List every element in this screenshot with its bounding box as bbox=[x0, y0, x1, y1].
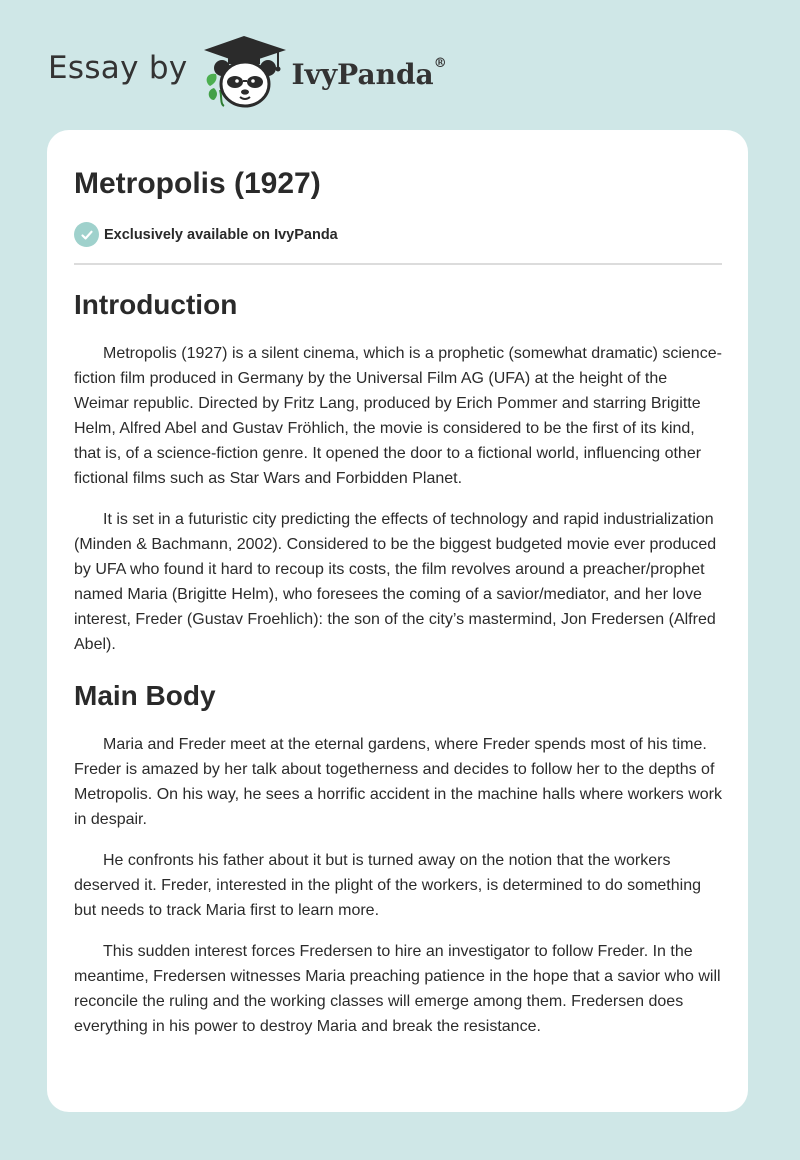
paragraph: This sudden interest forces Fredersen to hire an investigator to follow Freder. In the meantime, Fredersen witnesses Maria preaching patience in the hope that a savior who will reconcile the ruling and the working classes will emerge among them. Fredersen does everything in his power to destroy Maria and break the resistance. bbox=[74, 943, 721, 1035]
essay-by-label: Essay by bbox=[48, 50, 188, 86]
page-title: Metropolis (1927) bbox=[74, 167, 321, 200]
paragraph: He confronts his father about it but is turned away on the notion that the workers deserved it. Freder, interested in the plight of the workers, is determined to do something but needs to track Maria first to learn more. bbox=[74, 852, 701, 919]
brand-name: IvyPanda® bbox=[291, 55, 447, 91]
section-heading: Introduction bbox=[74, 289, 238, 320]
paragraph: Maria and Freder meet at the eternal gardens, where Freder spends most of his time. Freder is amazed by her talk about togetherness and decides to follow her to the depths of Metropolis. On his way, he sees a horrific accident in the machine halls where workers work in despair. bbox=[74, 736, 722, 828]
divider bbox=[74, 263, 722, 265]
essay-card bbox=[47, 130, 748, 1112]
section-heading: Main Body bbox=[74, 680, 216, 711]
panda-graduation-cap-icon bbox=[202, 34, 288, 110]
section-main-body bbox=[74, 678, 722, 1039]
site-header bbox=[48, 34, 447, 110]
exclusive-badge bbox=[74, 222, 722, 247]
paragraph: It is set in a futuristic city predicting the effects of technology and rapid industrialization (Minden & Bachmann, 2002). Considered to be the biggest budgeted movie ever produced by UFA who found it hard to recoup its costs, the film revolves around a preacher/prophet named Maria (Brigitte Helm), who foresees the coming of a savior/mediator, and her love interest, Freder (Gustav Froehlich): the son of the city’s mastermind, Jon Fredersen (Alfred Abel). bbox=[74, 511, 717, 653]
paragraph: Metropolis (1927) is a silent cinema, which is a prophetic (somewhat dramatic) science-fiction film produced in Germany by the Universal Film AG (UFA) at the height of the Weimar republic. Directed by Fritz Lang, produced by Erich Pommer and starring Brigitte Helm, Alfred Abel and Gustav Fröhlich, the movie is considered to be the first of its kind, that is, of a science-fiction genre. It opened the door to a fictional world, influencing other fictional films such as Star Wars and Forbidden Planet. bbox=[74, 345, 722, 487]
section-introduction bbox=[74, 287, 722, 657]
registered-mark: ® bbox=[433, 55, 447, 71]
badge-label: Exclusively available on IvyPanda bbox=[104, 226, 338, 243]
check-circle-icon bbox=[74, 222, 99, 247]
ivypanda-logo[interactable] bbox=[202, 34, 447, 110]
